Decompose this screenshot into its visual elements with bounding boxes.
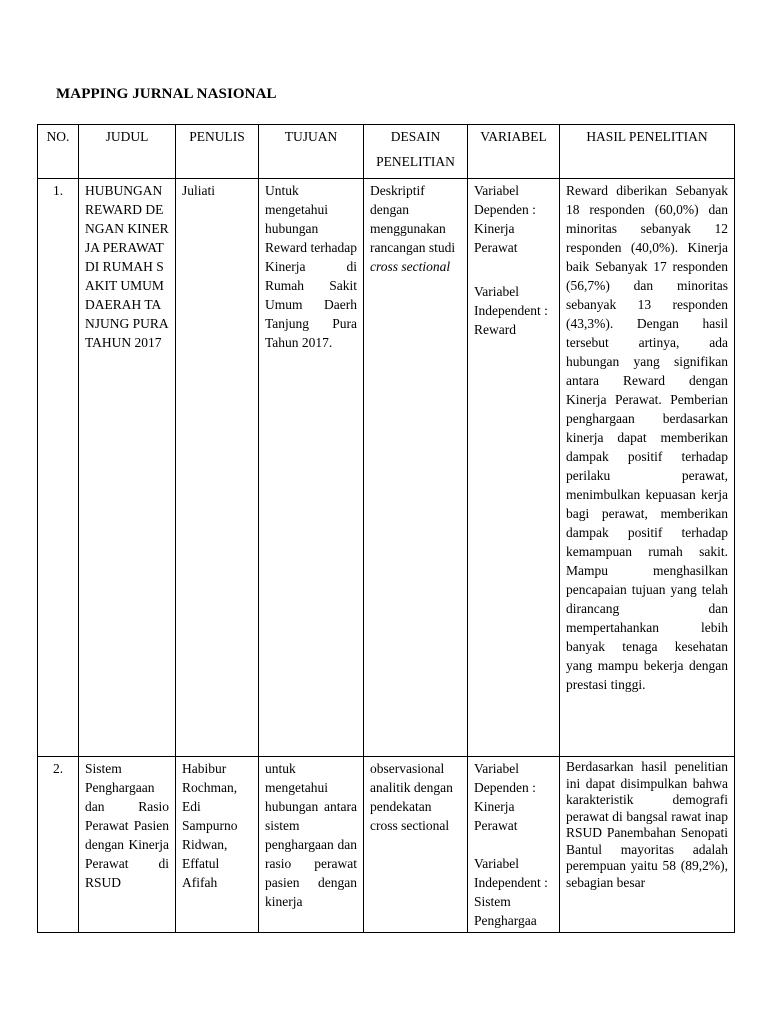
- row-tujuan: untuk mengetahui hubungan antara sistem penghargaan dan rasio perawat pasien dengan kinerja: [259, 757, 364, 933]
- row-variabel-dependen: Variabel Dependen : Kinerja Perawat: [474, 183, 536, 255]
- header-penulis: PENULIS: [176, 125, 259, 179]
- row-tujuan: Untuk mengetahui hubungan Reward terhadap Kinerja di Rumah Sakit Umum Daerh Tanjung Pura Tahun 2017.: [259, 179, 364, 757]
- row-hasil: Berdasarkan hasil penelitian ini dapat disimpulkan bahwa karakteristik demografi perawat di bangsal rawat inap RSUD Panembahan Senopati Bantul mayoritas adalah perempuan yaitu 58 (89,2%), sebagian besar: [560, 757, 735, 933]
- header-hasil: HASIL PENELITIAN: [560, 125, 735, 179]
- mapping-table: [37, 124, 735, 933]
- row-variabel-independen: Variabel Independent : Sistem Penghargaa: [474, 856, 548, 928]
- row-penulis: Juliati: [176, 179, 259, 757]
- table-row: [38, 757, 735, 933]
- row-desain: [364, 179, 468, 757]
- row-variabel-dependen: Variabel Dependen : Kinerja Perawat: [474, 761, 536, 833]
- header-desain-line1: DESAIN: [390, 129, 441, 144]
- header-desain-line2: PENELITIAN: [376, 154, 455, 169]
- document-title: MAPPING JURNAL NASIONAL: [56, 86, 277, 102]
- row-penulis: Habibur Rochman, Edi Sampurno Ridwan, Effatul Afifah: [176, 757, 259, 933]
- row-variabel: [468, 179, 560, 757]
- row-variabel: [468, 757, 560, 933]
- row-no: 1.: [38, 179, 79, 757]
- row-no: 2.: [38, 757, 79, 933]
- row-judul: Sistem Penghargaan dan Rasio Perawat Pasien dengan Kinerja Perawat di RSUD: [79, 757, 176, 933]
- header-desain: [364, 125, 468, 179]
- row-desain-italic: cross sectional: [370, 259, 451, 274]
- header-variabel: VARIABEL: [468, 125, 560, 179]
- header-judul: JUDUL: [79, 125, 176, 179]
- row-hasil: Reward diberikan Sebanyak 18 responden (60,0%) dan minoritas sebanyak 12 responden (40,0%). Kinerja baik Sebanyak 17 responden (56,7%) dan minoritas sebanyak 13 responden (43,3%). Dengan hasil tersebut artinya, ada hubungan yang signifikan antara Reward dengan Kinerja Perawat. Pemberian penghargaan berdasarkan kinerja dapat memberikan dampak positif terhadap perilaku perawat, menimbulkan kepuasan kerja bagi perawat, memberikan dampak positif terhadap kemampuan rumah sakit. Mampu menghasilkan pencapaian tujuan yang telah dirancang dan mempertahankan lebih banyak tenaga kesehatan yang mampu bekerja dengan prestasi tinggi.: [560, 179, 735, 757]
- row-desain-text: Deskriptif dengan menggunakan rancangan studi: [370, 183, 456, 255]
- row-desain: observasional analitik dengan pendekatan cross sectional: [364, 757, 468, 933]
- row-judul: HUBUNGAN REWARD DENGAN KINERJA PERAWAT DI RUMAH SAKIT UMUM DAERAH TANJUNG PURA TAHUN 2017: [79, 179, 176, 757]
- row-variabel-independen: Variabel Independent : Reward: [474, 284, 548, 337]
- header-tujuan: TUJUAN: [259, 125, 364, 179]
- header-no: NO.: [38, 125, 79, 179]
- table-row: [38, 179, 735, 757]
- table-header-row: [38, 125, 735, 179]
